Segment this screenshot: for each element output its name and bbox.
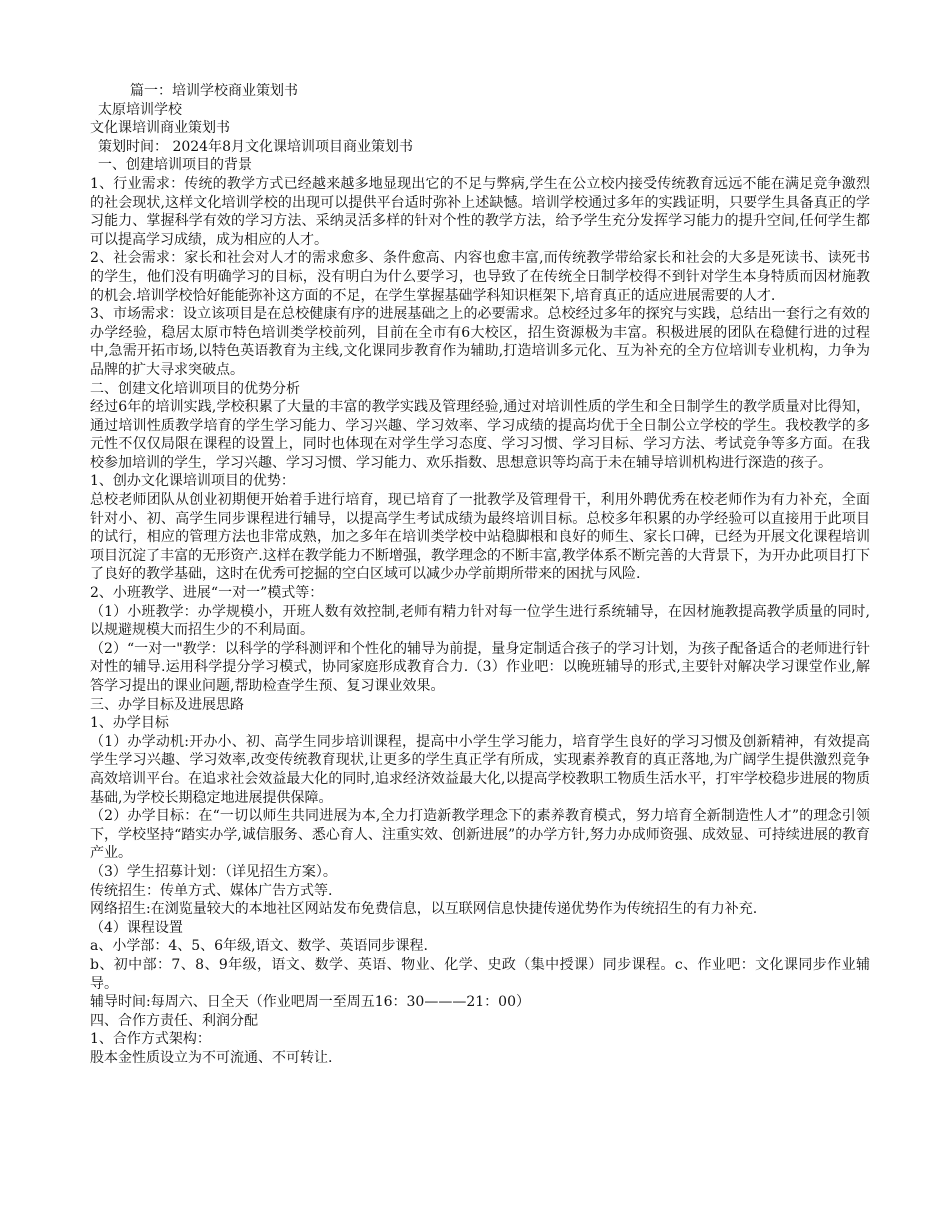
paragraph-industry-demand: 1、行业需求：传统的教学方式已经越来越多地显现出它的不足与弊病,学生在公立校内接受传统教育远远不能在满足竞争激烈的社会现状,这样文化培训学校的出现可以提供平台适时弥补上述缺憾。培训学校通过多年的实践证明，只要学生具备真正的学习能力、掌握科学有效的学习方法、采纳灵活多样的针对个性的教学方法，给予学生充分发挥学习能力的提升空间,任何学生都可以提高学习成绩，成为相应的人才。 xyxy=(90,175,870,248)
paragraph-goal: （2）办学目标：在“一切以师生共同进展为本,全力打造新教学理念下的素养教育模式，努力培育全新制造性人才”的理念引领下，学校坚持“踏实办学,诚信服务、悉心育人、注重实效、创新进展”的办学方针,努力办成师资强、成效显、可持续进展的教育产业。 xyxy=(90,808,870,862)
paragraph-primary-school: a、小学部：4、5、6年级,语文、数学、英语同步课程. xyxy=(90,938,428,955)
paragraph-small-class: （1）小班教学：办学规模小，开班人数有效控制,老师有精力针对每一位学生进行系统辅导，在因材施教提高教学质量的同时,以规避规模大而招生少的不利局面。 xyxy=(90,603,870,639)
document-title: 篇一：培训学校商业策划书 xyxy=(130,83,298,99)
document-subtitle: 文化课培训商业策划书 xyxy=(90,120,230,137)
section-heading-2: 二、创建文化培训项目的优势分析 xyxy=(90,380,300,397)
section-heading-4: 四、合作方责任、利润分配 xyxy=(90,1012,258,1029)
paragraph-teacher-team: 总校老师团队从创业初期便开始着手进行培育，现已培育了一批教学及管理骨干，利用外聘优秀在校老师作为有力补充，全面针对小、初、高学生同步课程进行辅导，以提高学生考试成绩为最终培训目标。总校多年积累的办学经验可以直接用于此项目的试行，相应的管理方法也非常成熟，加之多年在培训类学校中站稳脚根和良好的师生、家长口碑，已经为开展文化课程培训项目沉淀了丰富的无形资产.这样在教学能力不断增强，教学理念的不断丰富,教学体系不断完善的大背景下，为开办此项目打下了良好的教学基础，这时在优秀可挖掘的空白区域可以减少办学前期所带来的困扰与风险. xyxy=(90,492,870,583)
document-page xyxy=(90,82,870,1067)
paragraph-tutoring-time: 辅导时间:每周六、日全天（作业吧周一至周五16：30———21：00） xyxy=(90,994,530,1011)
section-heading-3: 三、办学目标及进展思路 xyxy=(90,696,244,713)
subheading-cooperation: 1、合作方式架构： xyxy=(90,1031,211,1048)
paragraph-market-demand: 3、市场需求：设立该项目是在总校健康有序的进展基础之上的必要需求。总校经过多年的探究与实践，总结出一套行之有效的办学经验，稳居太原市特色培训类学校前列，目前在全市有6大校区，招生资源极为丰富。积极进展的团队在稳健行进的过程中,急需开拓市场,以特色英语教育为主线,文化课同步教育作为辅助,打造培训多元化、互为补充的全方位培训专业机构，力争为品牌的扩大寻求突破点。 xyxy=(90,306,870,378)
paragraph-middle-school: b、初中部：7、8、9年级，语文、数学、英语、物业、化学、史政（集中授课）同步课程。c、作业吧：文化课同步作业辅导。 xyxy=(90,956,870,992)
planning-time: 策划时间： 2024年8月文化课培训项目商业策划书 xyxy=(98,138,413,155)
paragraph-online-recruitment: 网络招生:在浏览量较大的本地社区网站发布免费信息，以互联网信息快捷传递优势作为传统招生的有力补充. xyxy=(90,901,758,918)
paragraph-recruitment-plan: （3）学生招募计划：（详见招生方案）。 xyxy=(90,863,337,880)
subheading-advantages: 1、创办文化课培训项目的优势： xyxy=(90,473,295,490)
paragraph-traditional-recruitment: 传统招生：传单方式、媒体广告方式等. xyxy=(90,882,333,899)
subheading-small-class: 2、小班教学、进展“一对一”模式等： xyxy=(90,585,324,602)
paragraph-advantage-analysis: 经过6年的培训实践,学校积累了大量的丰富的教学实践及管理经验,通过对培训性质的学生和全日制学生的教学质量对比得知，通过培训性质教学培育的学生学习能力、学习兴趣、学习效率、学习成绩的提高均优于全日制公立学校的学生。我校教学的多元性不仅仅局限在课程的设置上，同时也体现在对学生学习态度、学习习惯、学习目标、学习方法、考试竞争等多方面。在我校参加培训的学生，学习兴趣、学习习惯、学习能力、欢乐指数、思想意识等均高于未在辅导培训机构进行深造的孩子。 xyxy=(90,399,870,471)
paragraph-motivation: （1）办学动机:开办小、初、高学生同步培训课程，提高中小学生学习能力，培育学生良好的学习习惯及创新精神，有效提高学生学习兴趣、学习效率,改变传统教育现状,让更多的学生真正学有所成，实现素养教育的真正落地,为广阔学生提供激烈竞争高效培训平台。在追求社会效益最大化的同时,追求经济效益最大化,以提高学校教职工物质生活水平，打牢学校稳步进展的物质基础,为学校长期稳定地进展提供保障。 xyxy=(90,733,870,806)
section-heading-1: 一、创建培训项目的背景 xyxy=(98,157,252,174)
school-name: 太原培训学校 xyxy=(98,101,182,118)
paragraph-equity: 股本金性质设立为不可流通、不可转让. xyxy=(90,1049,333,1066)
subheading-school-goal: 1、办学目标 xyxy=(90,715,169,732)
paragraph-one-on-one: （2）“一对一"教学：以科学的学科测评和个性化的辅导为前提，量身定制适合孩子的学习计划，为孩子配备适合的老师进行针对性的辅导.运用科学提分学习模式，协同家庭形成教育合力.（3）作业吧：以晚班辅导的形式,主要针对解决学习课堂作业,解答学习提出的课业问题,帮助检查学生预、复习课业效果。 xyxy=(90,640,870,694)
subheading-course-setup: （4）课程设置 xyxy=(90,919,183,936)
paragraph-social-demand: 2、社会需求：家长和社会对人才的需求愈多、条件愈高、内容也愈丰富,而传统教学带给家长和社会的大多是死读书、读死书的学生，他们没有明确学习的目标，没有明白为什么要学习，也导致了在传统全日制学校得不到针对学生本身特质而因材施教的机会.培训学校恰好能能弥补这方面的不足，在学生掌握基础学科知识框架下,培育真正的适应进展需要的人才. xyxy=(90,250,870,304)
